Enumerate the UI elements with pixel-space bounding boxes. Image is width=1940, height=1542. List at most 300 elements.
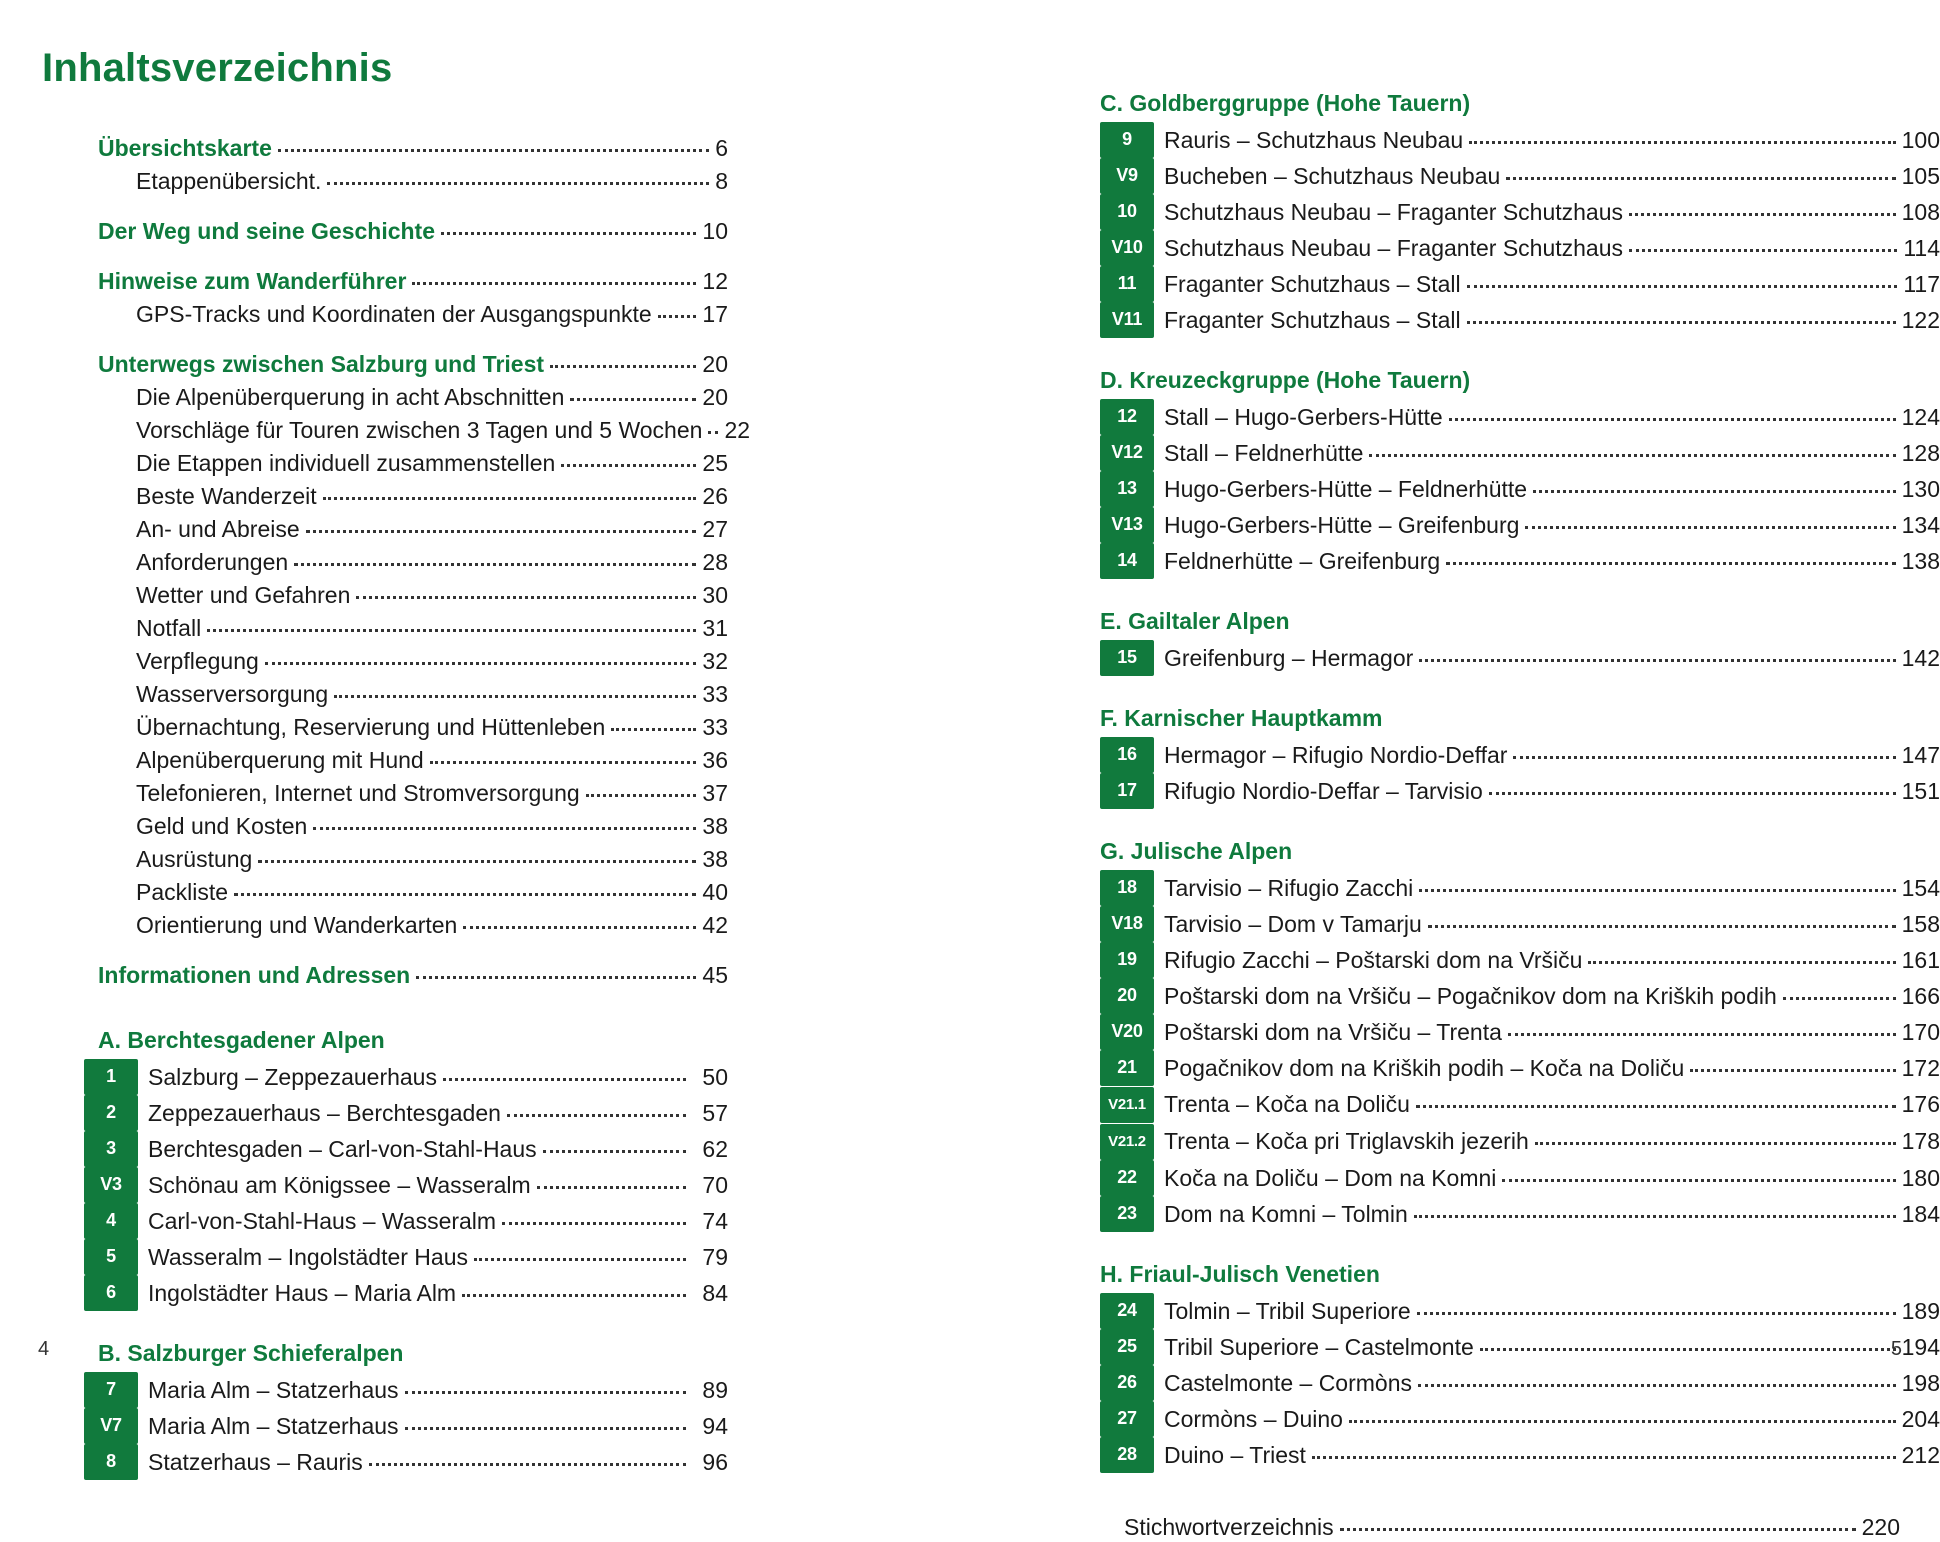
toc-entry-label: Geld und Kosten xyxy=(136,813,308,839)
dot-leader xyxy=(658,315,697,318)
stage-label: Salzburg – Zeppezauerhaus xyxy=(148,1064,437,1090)
stage-page: 147 xyxy=(1901,742,1940,768)
stage-entry[interactable] xyxy=(1100,873,1940,909)
stage-list xyxy=(1100,402,1940,582)
stage-number-badge: 3 xyxy=(84,1131,138,1167)
stage-page: 100 xyxy=(1901,127,1940,153)
toc-entry[interactable] xyxy=(98,382,728,412)
dot-leader xyxy=(543,1150,686,1153)
spacer xyxy=(98,943,728,960)
dot-leader xyxy=(1525,526,1895,529)
toc-entry-page: 26 xyxy=(702,483,728,509)
dot-leader xyxy=(1467,285,1898,288)
dot-leader xyxy=(265,662,697,665)
dot-leader xyxy=(462,1294,686,1297)
stage-label: Castelmonte – Cormòns xyxy=(1164,1370,1412,1396)
dot-leader xyxy=(1508,1033,1896,1036)
spacer xyxy=(1100,812,1940,838)
toc-entry[interactable] xyxy=(98,613,728,643)
dot-leader xyxy=(1629,213,1896,216)
stage-number-badge: V9 xyxy=(1100,158,1154,194)
dot-leader xyxy=(323,497,697,500)
dot-leader xyxy=(561,464,696,467)
spacer xyxy=(1100,679,1940,705)
dot-leader xyxy=(327,182,709,185)
page-title: Inhaltsverzeichnis xyxy=(42,46,393,90)
stage-page: 184 xyxy=(1901,1201,1940,1227)
stage-page: 212 xyxy=(1901,1442,1940,1468)
stage-number-badge: 18 xyxy=(1100,870,1154,906)
stage-number-badge: 26 xyxy=(1100,1365,1154,1401)
dot-leader xyxy=(294,563,696,566)
stage-number-badge: 7 xyxy=(84,1372,138,1408)
stage-page: 117 xyxy=(1903,271,1940,297)
dot-leader xyxy=(356,596,696,599)
toc-entry-page: 33 xyxy=(702,681,728,707)
stage-entry[interactable] xyxy=(84,1411,728,1447)
toc-entry[interactable] xyxy=(98,514,728,544)
section-heading: G. Julische Alpen xyxy=(1100,838,1293,864)
toc-entry-label: Anforderungen xyxy=(136,549,289,575)
dot-leader xyxy=(611,728,696,731)
toc-entry[interactable] xyxy=(98,415,751,445)
stage-entry[interactable] xyxy=(1100,1163,1940,1199)
stage-entry[interactable] xyxy=(1100,909,1940,945)
stage-number-badge: 6 xyxy=(84,1275,138,1311)
toc-entry-page: 10 xyxy=(702,218,728,244)
dot-leader xyxy=(430,761,697,764)
stage-number-badge: 19 xyxy=(1100,942,1154,978)
stage-entry[interactable] xyxy=(1100,1017,1940,1053)
section-heading: H. Friaul-Julisch Venetien xyxy=(1100,1261,1380,1287)
stage-entry[interactable] xyxy=(1100,438,1940,474)
dot-leader xyxy=(441,232,696,235)
stage-number-badge: V12 xyxy=(1100,435,1154,471)
dot-leader xyxy=(502,1222,686,1225)
toc-entry[interactable] xyxy=(98,580,728,610)
spacer xyxy=(42,1314,1060,1340)
folio-right: 5 xyxy=(1890,1338,1902,1360)
stage-label: Rifugio Nordio-Deffar – Tarvisio xyxy=(1164,778,1483,804)
spacer xyxy=(42,993,1060,1027)
dot-leader xyxy=(313,827,696,830)
stage-entry[interactable] xyxy=(1100,125,1940,161)
stage-page: 204 xyxy=(1901,1406,1940,1432)
stage-entry[interactable] xyxy=(1100,305,1940,341)
dot-leader xyxy=(416,976,696,979)
stage-page: 94 xyxy=(702,1413,728,1439)
stage-label: Tarvisio – Rifugio Zacchi xyxy=(1164,875,1414,901)
stage-number-badge: 5 xyxy=(84,1239,138,1275)
toc-entry-label: Vorschläge für Touren zwischen 3 Tagen und 5 Wochen xyxy=(136,417,703,443)
stage-label: Schutzhaus Neubau – Fraganter Schutzhaus xyxy=(1164,199,1624,225)
stage-entry[interactable] xyxy=(1100,197,1940,233)
toc-entry-label: GPS-Tracks und Koordinaten der Ausgangspunkte xyxy=(136,301,652,327)
stage-page: 122 xyxy=(1901,307,1940,333)
stage-page: 142 xyxy=(1901,645,1940,671)
stage-entry[interactable] xyxy=(1100,1053,1940,1089)
stage-entry[interactable] xyxy=(1100,1126,1940,1163)
stage-entry[interactable] xyxy=(84,1098,728,1134)
toc-entry[interactable] xyxy=(98,679,728,709)
dot-leader xyxy=(1418,1384,1896,1387)
stage-list xyxy=(1100,643,1940,679)
toc-entry[interactable] xyxy=(98,349,728,379)
stage-entry[interactable] xyxy=(1100,981,1940,1017)
dot-leader xyxy=(1449,418,1896,421)
stage-number-badge: V10 xyxy=(1100,230,1154,266)
stage-page: 84 xyxy=(702,1280,728,1306)
toc-entry-page: 20 xyxy=(702,384,728,410)
stage-label: Carl-von-Stahl-Haus – Wasseralm xyxy=(148,1208,497,1234)
stage-page: 189 xyxy=(1901,1298,1940,1324)
stage-page: 70 xyxy=(702,1172,728,1198)
stage-label: Duino – Triest xyxy=(1164,1442,1306,1468)
dot-leader xyxy=(405,1391,686,1394)
stage-entry[interactable] xyxy=(1100,269,1940,305)
stage-entry[interactable] xyxy=(84,1062,728,1098)
stage-page: 89 xyxy=(702,1377,728,1403)
stage-entry[interactable] xyxy=(84,1278,728,1314)
stage-label: Hugo-Gerbers-Hütte – Feldnerhütte xyxy=(1164,476,1528,502)
stage-label: Hermagor – Rifugio Nordio-Deffar xyxy=(1164,742,1508,768)
dot-leader xyxy=(412,282,696,285)
stage-number-badge: 24 xyxy=(1100,1293,1154,1329)
dot-leader xyxy=(258,860,696,863)
toc-entry-label: Die Etappen individuell zusammenstellen xyxy=(136,450,556,476)
toc-entry-page: 40 xyxy=(702,879,728,905)
toc-entry[interactable] xyxy=(98,216,728,246)
toc-entry-label: Ausrüstung xyxy=(136,846,253,872)
right-sections xyxy=(1100,56,1940,1476)
toc-entry-page: 25 xyxy=(702,450,728,476)
toc-entry[interactable] xyxy=(98,646,728,676)
stage-entry[interactable] xyxy=(84,1206,728,1242)
toc-entry[interactable] xyxy=(98,745,728,775)
stage-page: 194 xyxy=(1901,1334,1940,1360)
stage-number-badge: V21.1 xyxy=(1100,1087,1154,1123)
toc-entry-page: 8 xyxy=(715,168,728,194)
toc-entry-page: 32 xyxy=(702,648,728,674)
toc-entry[interactable] xyxy=(98,712,728,742)
toc-entry-label: Verpflegung xyxy=(136,648,259,674)
stage-label: Poštarski dom na Vršiču – Pogačnikov dom na Kriških podih xyxy=(1164,983,1777,1009)
stage-number-badge: V11 xyxy=(1100,302,1154,338)
toc-entry-label: Etappenübersicht. xyxy=(136,168,322,194)
front-matter-list xyxy=(98,133,751,990)
dot-leader xyxy=(306,530,697,533)
stage-entry[interactable] xyxy=(1100,1089,1940,1126)
stage-number-badge: 12 xyxy=(1100,399,1154,435)
toc-entry[interactable] xyxy=(98,960,728,990)
dot-leader xyxy=(708,431,718,434)
dot-leader xyxy=(1690,1069,1895,1072)
toc-entry-page: 12 xyxy=(702,268,728,294)
stage-entry[interactable] xyxy=(1100,402,1940,438)
toc-entry-label: Wasserversorgung xyxy=(136,681,329,707)
toc-entry-label: Wetter und Gefahren xyxy=(136,582,351,608)
stage-page: 180 xyxy=(1901,1165,1940,1191)
dot-leader xyxy=(550,365,696,368)
stage-label: Fraganter Schutzhaus – Stall xyxy=(1164,307,1461,333)
section-heading: A. Berchtesgadener Alpen xyxy=(98,1027,385,1053)
spacer xyxy=(1100,341,1940,367)
stage-entry[interactable] xyxy=(84,1134,728,1170)
dot-leader xyxy=(1312,1456,1896,1459)
toc-entry-label: Orientierung und Wanderkarten xyxy=(136,912,458,938)
dot-leader xyxy=(1446,562,1895,565)
dot-leader xyxy=(1419,889,1895,892)
stage-entry[interactable] xyxy=(84,1170,728,1206)
stage-label: Fraganter Schutzhaus – Stall xyxy=(1164,271,1461,297)
dot-leader xyxy=(507,1114,686,1117)
toc-entry-label: Hinweise zum Wanderführer xyxy=(98,268,407,294)
stage-entry[interactable] xyxy=(1100,945,1940,981)
dot-leader xyxy=(1349,1420,1896,1423)
stage-label: Wasseralm – Ingolstädter Haus xyxy=(148,1244,469,1270)
dot-leader xyxy=(1629,249,1897,252)
toc-entry[interactable] xyxy=(98,166,728,196)
dot-leader xyxy=(1369,454,1895,457)
stage-page: 114 xyxy=(1903,235,1940,261)
stage-label: Koča na Doliču – Dom na Komni xyxy=(1164,1165,1497,1191)
dot-leader xyxy=(443,1078,686,1081)
dot-leader xyxy=(1783,997,1896,1000)
stage-number-badge: 25 xyxy=(1100,1329,1154,1365)
toc-entry[interactable] xyxy=(98,299,728,329)
folio-left: 4 xyxy=(38,1338,50,1360)
dot-leader xyxy=(234,893,696,896)
stage-page: 138 xyxy=(1901,548,1940,574)
toc-entry-label: Übernachtung, Reservierung und Hüttenleben xyxy=(136,714,606,740)
toc-entry-label: Telefonieren, Internet und Stromversorgung xyxy=(136,780,580,806)
toc-entry-page: 6 xyxy=(715,135,728,161)
stage-entry[interactable] xyxy=(1100,233,1940,269)
toc-entry-page: 38 xyxy=(702,846,728,872)
dot-leader xyxy=(207,629,696,632)
toc-entry[interactable] xyxy=(98,133,728,163)
stage-number-badge: 8 xyxy=(84,1444,138,1480)
dot-leader xyxy=(334,695,696,698)
stage-page: 154 xyxy=(1901,875,1940,901)
stage-page: 57 xyxy=(702,1100,728,1126)
stage-label: Cormòns – Duino xyxy=(1164,1406,1343,1432)
stage-entry[interactable] xyxy=(1100,740,1940,776)
toc-entry-page: 36 xyxy=(702,747,728,773)
stage-page: 158 xyxy=(1901,911,1940,937)
spacer xyxy=(1100,1235,1940,1261)
dot-leader xyxy=(405,1427,686,1430)
toc-entry-label: Alpenüberquerung mit Hund xyxy=(136,747,424,773)
stage-list xyxy=(1100,1296,1940,1476)
stage-label: Schutzhaus Neubau – Fraganter Schutzhaus xyxy=(1164,235,1624,261)
stage-entry[interactable] xyxy=(1100,1199,1940,1235)
toc-entry-label: Notfall xyxy=(136,615,202,641)
toc-entry-page: 20 xyxy=(702,351,728,377)
stage-page: 96 xyxy=(702,1449,728,1475)
toc-entry-page: 31 xyxy=(702,615,728,641)
stage-label: Stall – Feldnerhütte xyxy=(1164,440,1364,466)
toc-entry[interactable] xyxy=(98,910,728,940)
stage-label: Schönau am Königssee – Wasseralm xyxy=(148,1172,531,1198)
stage-entry[interactable] xyxy=(1100,1440,1940,1476)
stage-number-badge: 14 xyxy=(1100,543,1154,579)
spacer xyxy=(98,249,728,266)
stage-page: 108 xyxy=(1901,199,1940,225)
index-label: Stichwortverzeichnis xyxy=(1124,1514,1334,1540)
toc-entry[interactable] xyxy=(98,266,728,296)
stage-page: 50 xyxy=(702,1064,728,1090)
stage-number-badge: 17 xyxy=(1100,773,1154,809)
dot-leader xyxy=(570,398,696,401)
stage-page: 134 xyxy=(1901,512,1940,538)
stage-list xyxy=(1100,125,1940,341)
stage-label: Rauris – Schutzhaus Neubau xyxy=(1164,127,1464,153)
stage-list xyxy=(84,1062,728,1314)
dot-leader xyxy=(1506,177,1895,180)
dot-leader xyxy=(1419,659,1895,662)
stage-label: Feldnerhütte – Greifenburg xyxy=(1164,548,1441,574)
stage-number-badge: 13 xyxy=(1100,471,1154,507)
stage-page: 62 xyxy=(702,1136,728,1162)
dot-leader xyxy=(537,1186,686,1189)
dot-leader xyxy=(1533,490,1896,493)
stage-number-badge: V7 xyxy=(84,1408,138,1444)
stage-number-badge: 21 xyxy=(1100,1050,1154,1086)
toc-entry-label: Die Alpenüberquerung in acht Abschnitten xyxy=(136,384,565,410)
stage-entry[interactable] xyxy=(1100,1368,1940,1404)
toc-entry[interactable] xyxy=(98,844,728,874)
stage-label: Rifugio Zacchi – Poštarski dom na Vršiču xyxy=(1164,947,1583,973)
index-entry xyxy=(1124,1512,1900,1542)
dot-leader xyxy=(1480,1348,1896,1351)
stage-page: 176 xyxy=(1901,1091,1940,1117)
stage-label: Dom na Komni – Tolmin xyxy=(1164,1201,1408,1227)
stage-page: 198 xyxy=(1901,1370,1940,1396)
section-heading: F. Karnischer Hauptkamm xyxy=(1100,705,1383,731)
stage-number-badge: 2 xyxy=(84,1095,138,1131)
stage-list xyxy=(1100,740,1940,812)
stage-label: Ingolstädter Haus – Maria Alm xyxy=(148,1280,457,1306)
stage-entry[interactable] xyxy=(1100,161,1940,197)
dot-leader xyxy=(1469,141,1895,144)
toc-entry-label: Übersichtskarte xyxy=(98,135,272,161)
toc-entry[interactable] xyxy=(98,448,728,478)
stage-page: 178 xyxy=(1901,1128,1940,1154)
stage-entry[interactable] xyxy=(1100,546,1940,582)
stage-entry[interactable] xyxy=(1100,776,1940,812)
stage-number-badge: 15 xyxy=(1100,640,1154,676)
stage-entry[interactable] xyxy=(1100,643,1940,679)
stage-label: Stall – Hugo-Gerbers-Hütte xyxy=(1164,404,1443,430)
stage-page: 74 xyxy=(702,1208,728,1234)
stage-label: Maria Alm – Statzerhaus xyxy=(148,1377,399,1403)
stage-page: 170 xyxy=(1901,1019,1940,1045)
stage-number-badge: 22 xyxy=(1100,1160,1154,1196)
dot-leader xyxy=(1467,321,1896,324)
toc-entry-page: 38 xyxy=(702,813,728,839)
toc-entry-page: 45 xyxy=(702,962,728,988)
dot-leader xyxy=(1535,1142,1896,1145)
stage-entry[interactable] xyxy=(84,1375,728,1411)
stage-number-badge: 16 xyxy=(1100,737,1154,773)
stage-page: 172 xyxy=(1901,1055,1940,1081)
toc-entry[interactable] xyxy=(98,811,728,841)
stage-label: Trenta – Koča pri Triglavskih jezerih xyxy=(1164,1128,1529,1154)
toc-entry[interactable] xyxy=(98,877,728,907)
spacer xyxy=(98,199,728,216)
stage-label: Statzerhaus – Rauris xyxy=(148,1449,363,1475)
stage-page: 161 xyxy=(1901,947,1940,973)
stage-label: Greifenburg – Hermagor xyxy=(1164,645,1414,671)
toc-entry[interactable] xyxy=(98,481,728,511)
stage-page: 151 xyxy=(1901,778,1940,804)
stage-list xyxy=(1100,873,1940,1235)
stage-label: Bucheben – Schutzhaus Neubau xyxy=(1164,163,1501,189)
stage-number-badge: 1 xyxy=(84,1059,138,1095)
stage-entry[interactable] xyxy=(84,1242,728,1278)
dot-leader xyxy=(586,794,697,797)
stage-number-badge: V3 xyxy=(84,1167,138,1203)
stage-entry[interactable] xyxy=(1100,1332,1940,1368)
section-heading: C. Goldberggruppe (Hohe Tauern) xyxy=(1100,90,1471,116)
stage-page: 79 xyxy=(702,1244,728,1270)
toc-entry-label: Unterwegs zwischen Salzburg und Triest xyxy=(98,351,545,377)
stage-entry[interactable] xyxy=(1100,1296,1940,1332)
dot-leader xyxy=(1417,1312,1896,1315)
dot-leader xyxy=(1416,1105,1896,1108)
stage-page: 128 xyxy=(1901,440,1940,466)
section-heading: D. Kreuzeckgruppe (Hohe Tauern) xyxy=(1100,367,1471,393)
stage-entry[interactable] xyxy=(84,1447,728,1483)
stage-label: Maria Alm – Statzerhaus xyxy=(148,1413,399,1439)
stage-label: Tolmin – Tribil Superiore xyxy=(1164,1298,1411,1324)
toc-entry-label: Informationen und Adressen xyxy=(98,962,411,988)
dot-leader xyxy=(1414,1215,1896,1218)
toc-entry-page: 22 xyxy=(724,417,751,443)
toc-entry-page: 27 xyxy=(702,516,728,542)
spacer xyxy=(1100,582,1940,608)
dot-leader xyxy=(369,1463,686,1466)
stage-number-badge: 23 xyxy=(1100,1196,1154,1232)
toc-entry-page: 30 xyxy=(702,582,728,608)
dot-leader xyxy=(474,1258,686,1261)
stage-number-badge: V13 xyxy=(1100,507,1154,543)
dot-leader xyxy=(463,926,696,929)
stage-entry[interactable] xyxy=(1100,1404,1940,1440)
toc-entry[interactable] xyxy=(98,547,728,577)
stage-page: 130 xyxy=(1901,476,1940,502)
section-heading: B. Salzburger Schieferalpen xyxy=(98,1340,404,1366)
dot-leader xyxy=(1513,756,1895,759)
toc-entry-page: 28 xyxy=(702,549,728,575)
dot-leader xyxy=(278,149,709,152)
stage-entry[interactable] xyxy=(1100,510,1940,546)
toc-entry-page: 33 xyxy=(702,714,728,740)
stage-number-badge: 10 xyxy=(1100,194,1154,230)
stage-label: Hugo-Gerbers-Hütte – Greifenburg xyxy=(1164,512,1520,538)
dot-leader xyxy=(1502,1179,1895,1182)
section-heading: E. Gailtaler Alpen xyxy=(1100,608,1290,634)
toc-entry[interactable] xyxy=(98,778,728,808)
stage-label: Pogačnikov dom na Kriških podih – Koča na Doliču xyxy=(1164,1055,1685,1081)
stage-entry[interactable] xyxy=(1100,474,1940,510)
stage-label: Trenta – Koča na Doliču xyxy=(1164,1091,1410,1117)
stage-page: 105 xyxy=(1901,163,1940,189)
stage-label: Berchtesgaden – Carl-von-Stahl-Haus xyxy=(148,1136,537,1162)
toc-entry-label: An- und Abreise xyxy=(136,516,300,542)
toc-entry-page: 17 xyxy=(702,301,728,327)
